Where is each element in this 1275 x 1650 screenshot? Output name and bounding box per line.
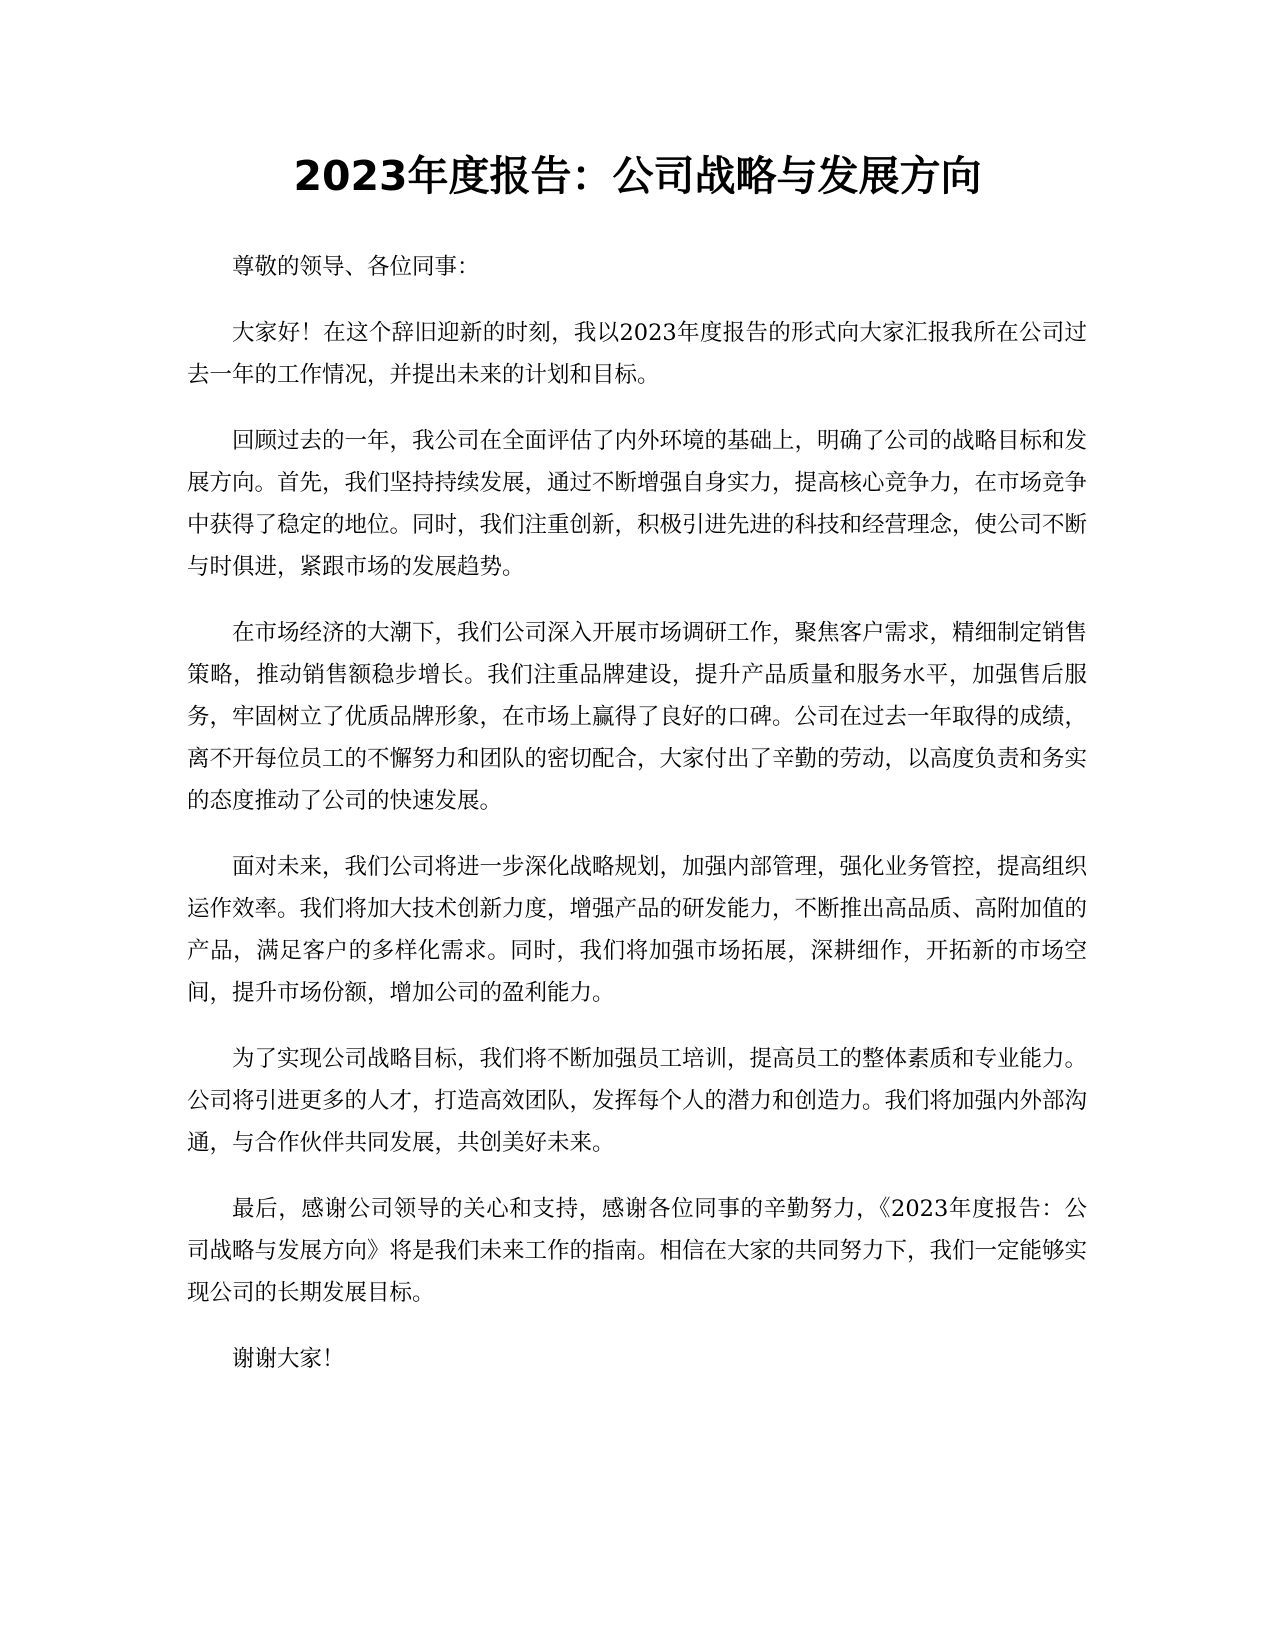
paragraph-future: 面对未来，我们公司将进一步深化战略规划，加强内部管理，强化业务管控，提高组织运作效率。我们将加大技术创新力度，增强产品的研发能力，不断推出高品质、高附加值的产品，满足客户的多样化需求。同时，我们将加强市场拓展，深耕细作，开拓新的市场空间，提升市场份额，增加公司的盈利能力。 (187, 854, 1088, 1006)
document-body (187, 246, 1087, 1404)
paragraph-review: 回顾过去的一年，我公司在全面评估了内外环境的基础上，明确了公司的战略目标和发展方向。首先，我们坚持持续发展，通过不断增强自身实力，提高核心竞争力，在市场竞争中获得了稳定的地位。同时，我们注重创新，积极引进先进的科技和经营理念，使公司不断与时俱进，紧跟市场的发展趋势。 (187, 428, 1088, 580)
paragraph-salutation: 尊敬的领导、各位同事： (232, 254, 480, 280)
paragraph-talent: 为了实现公司战略目标，我们将不断加强员工培训，提高员工的整体素质和专业能力。公司将引进更多的人才，打造高效团队，发挥每个人的潜力和创造力。我们将加强内外部沟通，与合作伙伴共同发展，共创美好未来。 (187, 1046, 1088, 1156)
paragraph-greeting: 大家好！在这个辞旧迎新的时刻，我以2023年度报告的形式向大家汇报我所在公司过去一年的工作情况，并提出未来的计划和目标。 (187, 320, 1087, 388)
paragraph-closing: 最后，感谢公司领导的关心和支持，感谢各位同事的辛勤努力，《2023年度报告：公司战略与发展方向》将是我们未来工作的指南。相信在大家的共同努力下，我们一定能够实现公司的长期发展目标。 (187, 1196, 1088, 1306)
paragraph-thanks: 谢谢大家！ (232, 1346, 345, 1372)
paragraph-market: 在市场经济的大潮下，我们公司深入开展市场调研工作，聚焦客户需求，精细制定销售策略，推动销售额稳步增长。我们注重品牌建设，提升产品质量和服务水平，加强售后服务，牢固树立了优质品牌形象，在市场上赢得了良好的口碑。公司在过去一年取得的成绩，离不开每位员工的不懈努力和团队的密切配合，大家付出了辛勤的劳动，以高度负责和务实的态度推动了公司的快速发展。 (187, 620, 1088, 814)
page-title: 2023年度报告：公司战略与发展方向 (293, 152, 982, 200)
